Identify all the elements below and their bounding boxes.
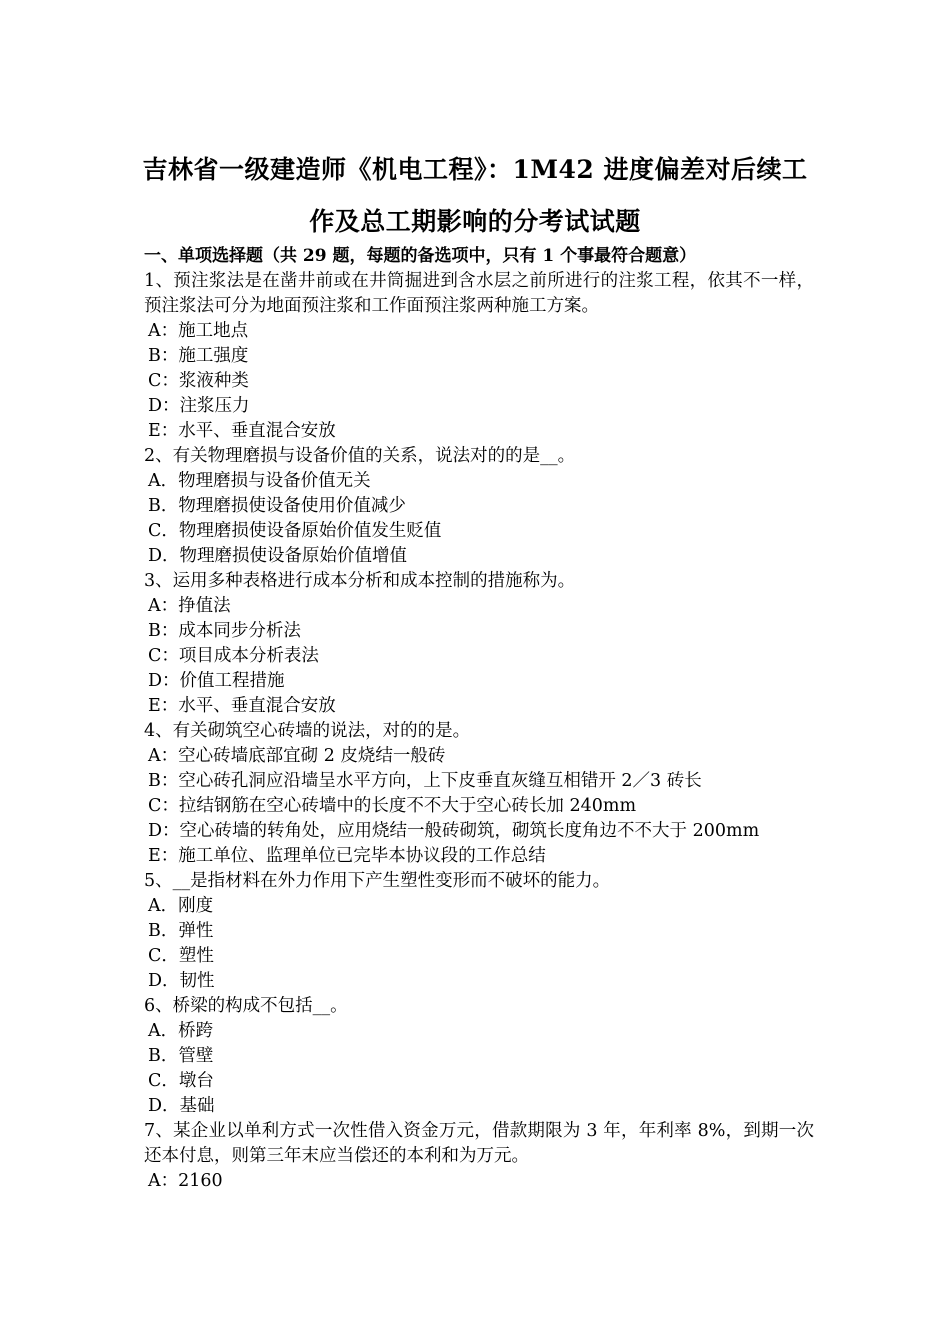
option-d: D：注浆压力 (148, 396, 250, 416)
document-title-line-1: 吉林省一级建造师《机电工程》：1M42 进度偏差对后续工 (142, 155, 808, 184)
option-d: D．物理磨损使设备原始价值增值 (148, 546, 408, 566)
option-d: D．基础 (148, 1096, 215, 1116)
option-a: A．物理磨损与设备价值无关 (148, 471, 371, 491)
option-a: A：施工地点 (148, 321, 249, 341)
question-4 (144, 719, 814, 869)
question-1 (144, 269, 814, 444)
question-6 (144, 994, 814, 1119)
question-3 (144, 569, 814, 719)
option-c: C：拉结钢筋在空心砖墙中的长度不不大于空心砖长加 240mm (148, 796, 637, 816)
option-b: B．物理磨损使设备使用价值减少 (148, 496, 406, 516)
option-a: A：空心砖墙底部宜砌 2 皮烧结一般砖 (148, 746, 446, 766)
question-2 (144, 444, 814, 569)
option-e: E：水平、垂直混合安放 (148, 421, 336, 441)
option-d: D：价值工程措施 (148, 671, 285, 691)
option-e: E：水平、垂直混合安放 (148, 696, 336, 716)
option-b: B：成本同步分析法 (148, 621, 301, 641)
question-stem: 5、__是指材料在外力作用下产生塑性变形而不破坏的能力。 (144, 871, 611, 891)
document-title-line-2: 作及总工期影响的分考试试题 (309, 207, 641, 236)
question-stem: 7、某企业以单利方式一次性借入资金万元，借款期限为 3 年，年利率 8%，到期一次还本付息，则第三年末应当偿还的本利和为万元。 (144, 1121, 814, 1166)
option-b: B．管壁 (148, 1046, 214, 1066)
option-a: A．桥跨 (148, 1021, 214, 1041)
question-stem: 6、桥梁的构成不包括__。 (144, 996, 348, 1016)
question-5 (144, 869, 814, 994)
question-stem: 1、预注浆法是在凿井前或在井筒掘进到含水层之前所进行的注浆工程，依其不一样，预注浆法可分为地面预注浆和工作面预注浆两种施工方案。 (144, 271, 814, 316)
option-c: C．物理磨损使设备原始价值发生贬值 (148, 521, 442, 541)
question-7 (144, 1119, 814, 1194)
option-c: C：项目成本分析表法 (148, 646, 319, 666)
document-body (144, 244, 814, 1194)
section-heading: 一、单项选择题（共 29 题，每题的备选项中，只有 1 个事最符合题意） (144, 246, 697, 266)
option-a: A．刚度 (148, 896, 214, 916)
option-c: C．墩台 (148, 1071, 214, 1091)
option-c: C：浆液种类 (148, 371, 249, 391)
option-d: D．韧性 (148, 971, 215, 991)
option-c: C．塑性 (148, 946, 214, 966)
option-e: E：施工单位、监理单位已完毕本协议段的工作总结 (148, 846, 546, 866)
option-a: A：2160 (148, 1171, 223, 1191)
question-stem: 2、有关物理磨损与设备价值的关系，说法对的的是__。 (144, 446, 576, 466)
document-title (120, 144, 830, 248)
question-stem: 3、运用多种表格进行成本分析和成本控制的措施称为。 (144, 571, 576, 591)
option-b: B．弹性 (148, 921, 214, 941)
option-a: A：挣值法 (148, 596, 231, 616)
option-b: B：施工强度 (148, 346, 249, 366)
option-b: B：空心砖孔洞应沿墙呈水平方向，上下皮垂直灰缝互相错开 2／3 砖长 (148, 771, 702, 791)
option-d: D：空心砖墙的转角处，应用烧结一般砖砌筑，砌筑长度角边不不大于 200mm (148, 821, 760, 841)
question-stem: 4、有关砌筑空心砖墙的说法，对的的是。 (144, 721, 471, 741)
